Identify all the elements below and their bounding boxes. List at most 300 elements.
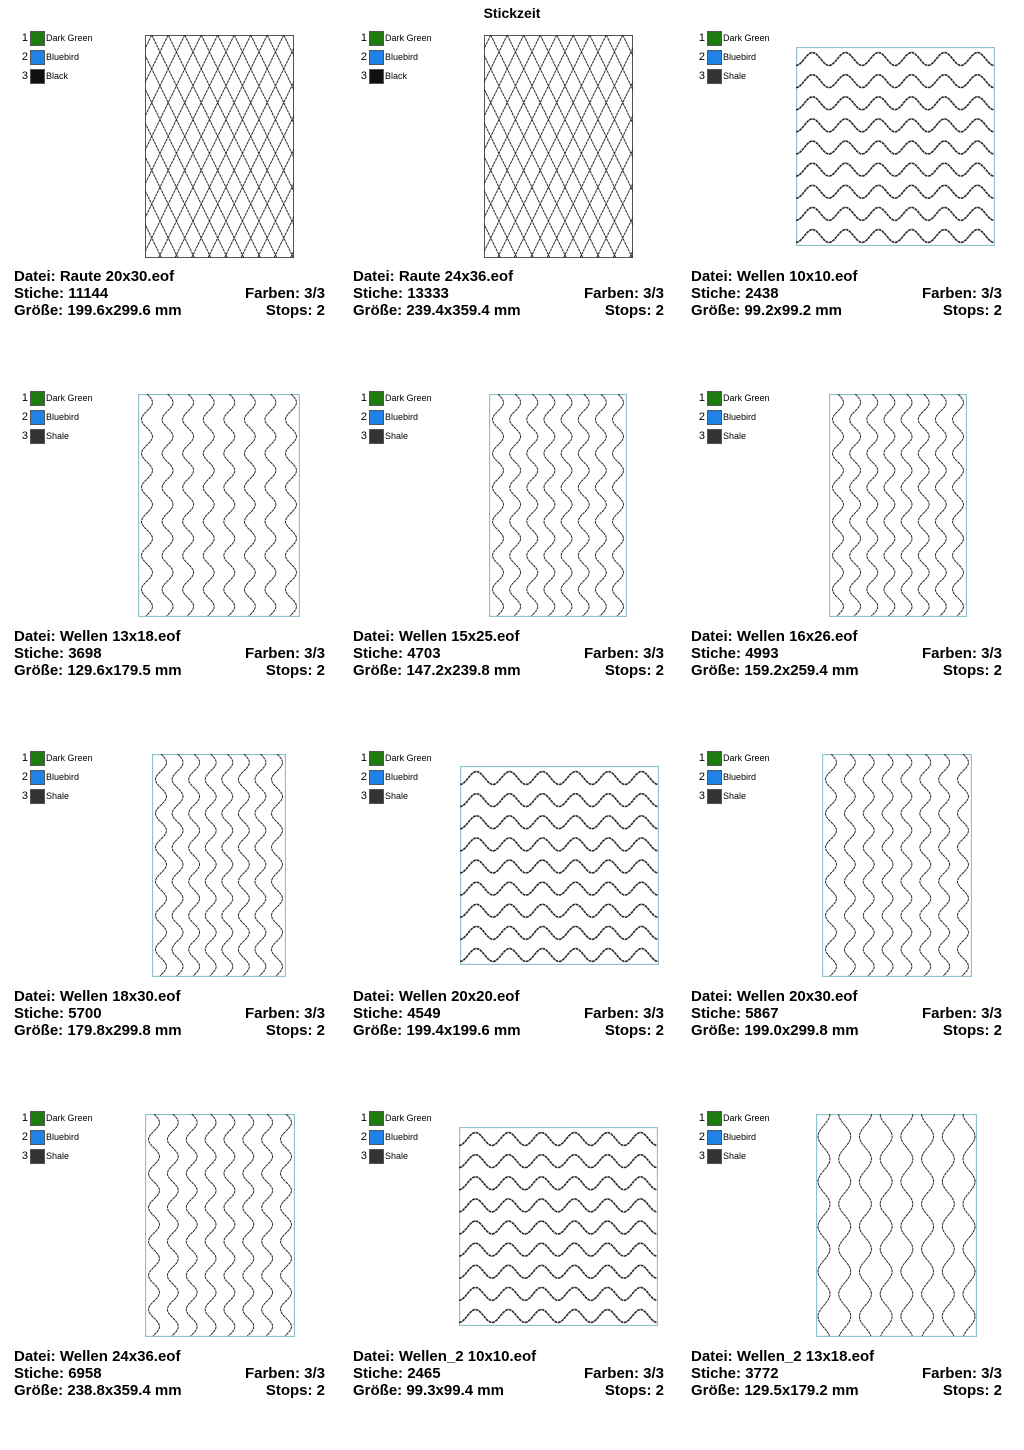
- wave-line: [901, 754, 912, 976]
- stitch-label: Stiche:: [14, 645, 69, 662]
- stitch-label: Stiche:: [353, 1365, 408, 1382]
- wave-line: [224, 394, 235, 616]
- wave-line: [460, 838, 658, 851]
- color-swatch: [369, 391, 384, 406]
- legend-number: 3: [21, 1150, 28, 1162]
- info-line: [691, 268, 1002, 285]
- legend-number: 3: [360, 430, 367, 442]
- info-line: [353, 285, 664, 302]
- legend-number: 2: [360, 411, 367, 423]
- legend-color-name: Shale: [723, 791, 747, 801]
- wave-line: [183, 394, 194, 616]
- legend-row: [695, 1148, 795, 1167]
- wave-line: [935, 394, 946, 616]
- stitch-line: [201, 35, 294, 258]
- color-swatch: [369, 50, 384, 65]
- color-swatch: [707, 391, 722, 406]
- legend-number: 1: [698, 32, 705, 44]
- info-right: [605, 662, 664, 679]
- wave-line: [880, 1114, 892, 1336]
- legend-number: 1: [21, 1112, 28, 1124]
- file-name: Wellen 20x30.eof: [736, 988, 858, 1005]
- size-value: 199.0x299.8 mm: [744, 1022, 859, 1039]
- wave-line: [578, 394, 589, 616]
- file-label: Datei:: [14, 988, 60, 1005]
- stitch-label: Stiche:: [353, 1005, 408, 1022]
- legend-color-name: Dark Green: [723, 753, 770, 763]
- size-value: 99.3x99.4 mm: [406, 1382, 504, 1399]
- wave-line: [238, 754, 249, 976]
- legend-row: [695, 1129, 795, 1148]
- stitch-count: 3698: [68, 645, 102, 662]
- wave-line: [460, 772, 658, 785]
- colors-count: 3/3: [981, 285, 1002, 302]
- design-info: [691, 268, 1002, 319]
- color-swatch: [30, 1130, 45, 1145]
- stitch-line: [145, 35, 162, 258]
- size-label: Größe:: [691, 1382, 745, 1399]
- color-swatch: [707, 410, 722, 425]
- stitch-label: Stiche:: [14, 1005, 69, 1022]
- colors-count: 3/3: [981, 1365, 1002, 1382]
- info-line: [691, 628, 1002, 645]
- legend-color-name: Dark Green: [385, 753, 432, 763]
- stops-count: 2: [655, 662, 664, 679]
- stops-label: Stops:: [604, 1382, 656, 1399]
- color-swatch: [707, 69, 722, 84]
- colors-count: 3/3: [643, 285, 664, 302]
- legend-color-name: Shale: [723, 71, 747, 81]
- legend-number: 2: [698, 771, 705, 783]
- file-name: Raute 20x30.eof: [59, 268, 175, 285]
- legend-color-name: Bluebird: [385, 412, 419, 422]
- wave-line: [459, 1310, 657, 1323]
- info-line: [691, 988, 1002, 1005]
- wave-line: [459, 1199, 657, 1212]
- stitch-line: [145, 35, 152, 258]
- size-value: 147.2x239.8 mm: [406, 662, 521, 679]
- wave-line: [850, 394, 861, 616]
- colors-count: 3/3: [304, 645, 325, 662]
- stitch-line: [234, 35, 294, 258]
- legend-row: [18, 68, 118, 87]
- legend-color-name: Bluebird: [46, 412, 80, 422]
- file-label: Datei:: [353, 628, 399, 645]
- size-value: 179.8x299.8 mm: [67, 1022, 182, 1039]
- legend-number: 3: [360, 790, 367, 802]
- wave-line: [796, 97, 994, 110]
- info-right: [266, 1022, 325, 1039]
- wave-line: [149, 1114, 160, 1336]
- design-card: [14, 1110, 344, 1450]
- design-card: [14, 390, 344, 730]
- stops-count: 2: [655, 1382, 664, 1399]
- design-preview: [489, 394, 627, 617]
- thread-legend: [357, 750, 457, 807]
- legend-color-name: Shale: [723, 431, 747, 441]
- wave-line: [796, 119, 994, 132]
- wave-line: [459, 1243, 657, 1256]
- legend-color-name: Bluebird: [723, 1132, 757, 1142]
- wave-line: [205, 1114, 216, 1336]
- color-swatch: [707, 31, 722, 46]
- legend-row: [18, 1129, 118, 1148]
- legend-row: [695, 1110, 795, 1129]
- wave-line: [901, 394, 912, 616]
- stitch-count: 11144: [68, 285, 109, 302]
- stops-label: Stops:: [265, 1382, 317, 1399]
- legend-number: 3: [21, 70, 28, 82]
- stitch-line: [484, 35, 590, 258]
- design-card: [353, 1110, 683, 1450]
- stitch-label: Stiche:: [691, 1005, 746, 1022]
- colors-label: Farben:: [583, 1005, 644, 1022]
- legend-color-name: Dark Green: [46, 1113, 93, 1123]
- size-value: 99.2x99.2 mm: [744, 302, 842, 319]
- info-line: [14, 1382, 325, 1399]
- color-swatch: [30, 751, 45, 766]
- design-info: [691, 988, 1002, 1039]
- color-swatch: [30, 391, 45, 406]
- size-label: Größe:: [353, 1382, 407, 1399]
- stops-count: 2: [316, 302, 325, 319]
- color-swatch: [369, 410, 384, 425]
- info-right: [584, 1005, 664, 1022]
- stitch-line: [484, 35, 557, 258]
- legend-number: 1: [360, 392, 367, 404]
- wave-line: [186, 1114, 197, 1336]
- legend-number: 2: [360, 51, 367, 63]
- info-line: [691, 302, 1002, 319]
- wave-line: [162, 394, 173, 616]
- info-line: [14, 645, 325, 662]
- colors-label: Farben:: [921, 645, 982, 662]
- legend-row: [357, 409, 457, 428]
- stitch-line: [158, 35, 267, 258]
- info-right: [922, 1005, 1002, 1022]
- wave-line: [595, 394, 606, 616]
- color-swatch: [707, 1111, 722, 1126]
- design-info: [14, 628, 325, 679]
- stops-count: 2: [316, 1382, 325, 1399]
- legend-color-name: Shale: [723, 1151, 747, 1161]
- wave-line: [953, 394, 964, 616]
- design-preview: [152, 754, 286, 977]
- legend-color-name: Bluebird: [46, 1132, 80, 1142]
- legend-number: 2: [360, 771, 367, 783]
- wave-line: [963, 1114, 975, 1336]
- legend-number: 1: [360, 32, 367, 44]
- wave-line: [272, 754, 283, 976]
- wave-line: [833, 394, 844, 616]
- legend-number: 1: [21, 752, 28, 764]
- legend-number: 3: [698, 430, 705, 442]
- stitch-line: [145, 35, 218, 258]
- legend-number: 3: [21, 790, 28, 802]
- wave-line: [460, 882, 658, 895]
- wave-line: [203, 394, 214, 616]
- colors-label: Farben:: [244, 285, 305, 302]
- info-right: [584, 1365, 664, 1382]
- size-label: Größe:: [14, 1382, 68, 1399]
- colors-count: 3/3: [643, 1365, 664, 1382]
- legend-row: [357, 30, 457, 49]
- thread-legend: [18, 390, 118, 447]
- file-label: Datei:: [353, 268, 399, 285]
- color-swatch: [30, 69, 45, 84]
- legend-row: [18, 750, 118, 769]
- legend-number: 3: [698, 790, 705, 802]
- legend-color-name: Dark Green: [46, 33, 93, 43]
- info-line: [691, 1022, 1002, 1039]
- legend-color-name: Dark Green: [46, 753, 93, 763]
- stitch-line: [145, 35, 185, 258]
- design-info: [14, 1348, 325, 1399]
- legend-number: 2: [21, 1131, 28, 1143]
- wave-line: [167, 1114, 178, 1336]
- size-label: Größe:: [14, 1022, 68, 1039]
- legend-row: [18, 390, 118, 409]
- wave-line: [882, 754, 893, 976]
- colors-label: Farben:: [244, 645, 305, 662]
- info-line: [14, 628, 325, 645]
- size-label: Größe:: [14, 662, 68, 679]
- stitch-count: 5867: [745, 1005, 779, 1022]
- colors-label: Farben:: [921, 285, 982, 302]
- legend-row: [695, 409, 795, 428]
- size-label: Größe:: [691, 662, 745, 679]
- stops-count: 2: [655, 1022, 664, 1039]
- color-swatch: [707, 751, 722, 766]
- design-info: [14, 988, 325, 1039]
- legend-number: 1: [360, 1112, 367, 1124]
- wave-line: [493, 394, 504, 616]
- file-label: Datei:: [691, 1348, 737, 1365]
- legend-row: [357, 788, 457, 807]
- legend-number: 2: [360, 1131, 367, 1143]
- design-info: [353, 988, 664, 1039]
- design-card: [691, 750, 1021, 1090]
- info-line: [691, 662, 1002, 679]
- legend-color-name: Dark Green: [385, 33, 432, 43]
- legend-row: [357, 68, 457, 87]
- info-line: [353, 988, 664, 1005]
- stitch-line: [145, 35, 228, 258]
- legend-row: [357, 1129, 457, 1148]
- colors-count: 3/3: [643, 645, 664, 662]
- file-label: Datei:: [14, 1348, 60, 1365]
- info-right: [943, 662, 1002, 679]
- design-card: [353, 30, 683, 370]
- legend-row: [357, 1110, 457, 1129]
- colors-count: 3/3: [981, 1005, 1002, 1022]
- stitch-count: 4993: [745, 645, 779, 662]
- design-preview: [145, 35, 294, 258]
- info-line: [14, 285, 325, 302]
- stops-count: 2: [316, 1022, 325, 1039]
- file-name: Wellen_2 10x10.eof: [398, 1348, 537, 1365]
- wave-line: [922, 1114, 934, 1336]
- design-preview: [816, 1114, 977, 1337]
- info-right: [605, 1382, 664, 1399]
- design-info: [353, 1348, 664, 1399]
- wave-line: [510, 394, 521, 616]
- thread-legend: [695, 750, 795, 807]
- legend-color-name: Bluebird: [723, 412, 757, 422]
- info-line: [691, 645, 1002, 662]
- legend-color-name: Dark Green: [46, 393, 93, 403]
- wave-line: [460, 926, 658, 939]
- stops-count: 2: [993, 662, 1002, 679]
- info-right: [584, 285, 664, 302]
- info-line: [691, 1365, 1002, 1382]
- design-preview: [796, 47, 995, 246]
- colors-count: 3/3: [981, 645, 1002, 662]
- info-line: [353, 1348, 664, 1365]
- stitch-line: [145, 35, 251, 258]
- legend-row: [695, 30, 795, 49]
- wave-line: [796, 75, 994, 88]
- file-name: Wellen 18x30.eof: [59, 988, 181, 1005]
- info-right: [922, 645, 1002, 662]
- wave-line: [561, 394, 572, 616]
- legend-number: 2: [21, 771, 28, 783]
- legend-number: 2: [21, 51, 28, 63]
- color-swatch: [369, 1130, 384, 1145]
- info-right: [266, 1382, 325, 1399]
- thread-legend: [357, 390, 457, 447]
- stitch-count: 2438: [745, 285, 779, 302]
- design-card: [14, 750, 344, 1090]
- size-label: Größe:: [353, 1022, 407, 1039]
- color-swatch: [30, 31, 45, 46]
- info-line: [353, 1382, 664, 1399]
- legend-number: 3: [698, 70, 705, 82]
- page-title: Stickzeit: [483, 5, 541, 21]
- legend-row: [18, 769, 118, 788]
- legend-color-name: Dark Green: [723, 393, 770, 403]
- wave-line: [884, 394, 895, 616]
- size-value: 199.4x199.6 mm: [406, 1022, 521, 1039]
- stitch-label: Stiche:: [691, 645, 746, 662]
- design-card: [353, 390, 683, 730]
- stitch-count: 4703: [407, 645, 441, 662]
- stitch-label: Stiche:: [14, 285, 69, 302]
- thread-legend: [18, 750, 118, 807]
- colors-count: 3/3: [304, 1005, 325, 1022]
- stops-label: Stops:: [942, 302, 994, 319]
- legend-color-name: Dark Green: [385, 1113, 432, 1123]
- legend-number: 2: [698, 411, 705, 423]
- legend-row: [695, 428, 795, 447]
- legend-number: 1: [21, 32, 28, 44]
- stops-label: Stops:: [942, 662, 994, 679]
- wave-line: [222, 754, 233, 976]
- stitch-count: 5700: [68, 1005, 102, 1022]
- legend-color-name: Bluebird: [385, 52, 419, 62]
- legend-row: [357, 750, 457, 769]
- design-preview: [138, 394, 300, 617]
- color-swatch: [707, 429, 722, 444]
- stops-label: Stops:: [942, 1382, 994, 1399]
- info-line: [14, 1005, 325, 1022]
- wave-line: [262, 1114, 273, 1336]
- preview-frame: [817, 1115, 977, 1337]
- legend-row: [695, 390, 795, 409]
- info-right: [245, 1005, 325, 1022]
- legend-number: 1: [21, 392, 28, 404]
- stitch-label: Stiche:: [691, 285, 746, 302]
- design-info: [353, 268, 664, 319]
- size-value: 239.4x359.4 mm: [406, 302, 521, 319]
- color-swatch: [30, 429, 45, 444]
- stitch-label: Stiche:: [691, 1365, 746, 1382]
- legend-row: [357, 428, 457, 447]
- legend-row: [18, 30, 118, 49]
- wave-line: [613, 394, 624, 616]
- file-name: Wellen 16x26.eof: [736, 628, 858, 645]
- file-label: Datei:: [353, 988, 399, 1005]
- colors-label: Farben:: [583, 285, 644, 302]
- wave-line: [460, 949, 658, 962]
- color-swatch: [30, 1111, 45, 1126]
- legend-row: [695, 68, 795, 87]
- info-line: [691, 1382, 1002, 1399]
- legend-row: [695, 750, 795, 769]
- info-line: [14, 302, 325, 319]
- stops-label: Stops:: [265, 302, 317, 319]
- legend-number: 3: [698, 1150, 705, 1162]
- wave-line: [459, 1287, 657, 1300]
- info-right: [245, 285, 325, 302]
- legend-number: 3: [360, 1150, 367, 1162]
- design-preview: [459, 1127, 658, 1326]
- stitch-line: [484, 35, 491, 258]
- legend-number: 1: [360, 752, 367, 764]
- legend-color-name: Black: [385, 71, 408, 81]
- color-swatch: [369, 789, 384, 804]
- wave-line: [265, 394, 276, 616]
- info-right: [943, 1022, 1002, 1039]
- legend-row: [357, 769, 457, 788]
- file-name: Raute 24x36.eof: [398, 268, 514, 285]
- design-card: [691, 390, 1021, 730]
- legend-row: [18, 49, 118, 68]
- info-right: [943, 1382, 1002, 1399]
- wave-line: [459, 1177, 657, 1190]
- info-line: [353, 628, 664, 645]
- stitch-label: Stiche:: [14, 1365, 69, 1382]
- info-line: [14, 1365, 325, 1382]
- thread-legend: [357, 1110, 457, 1167]
- thread-legend: [695, 30, 795, 87]
- size-value: 199.6x299.6 mm: [67, 302, 182, 319]
- size-label: Größe:: [691, 1022, 745, 1039]
- wave-line: [244, 394, 255, 616]
- color-swatch: [30, 1149, 45, 1164]
- wave-line: [189, 754, 200, 976]
- wave-line: [796, 53, 994, 66]
- wave-line: [156, 754, 167, 976]
- stitch-count: 6958: [68, 1365, 102, 1382]
- stops-count: 2: [993, 302, 1002, 319]
- size-label: Größe:: [14, 302, 68, 319]
- colors-count: 3/3: [643, 1005, 664, 1022]
- color-swatch: [369, 69, 384, 84]
- legend-color-name: Bluebird: [723, 772, 757, 782]
- wave-line: [826, 754, 837, 976]
- info-line: [14, 988, 325, 1005]
